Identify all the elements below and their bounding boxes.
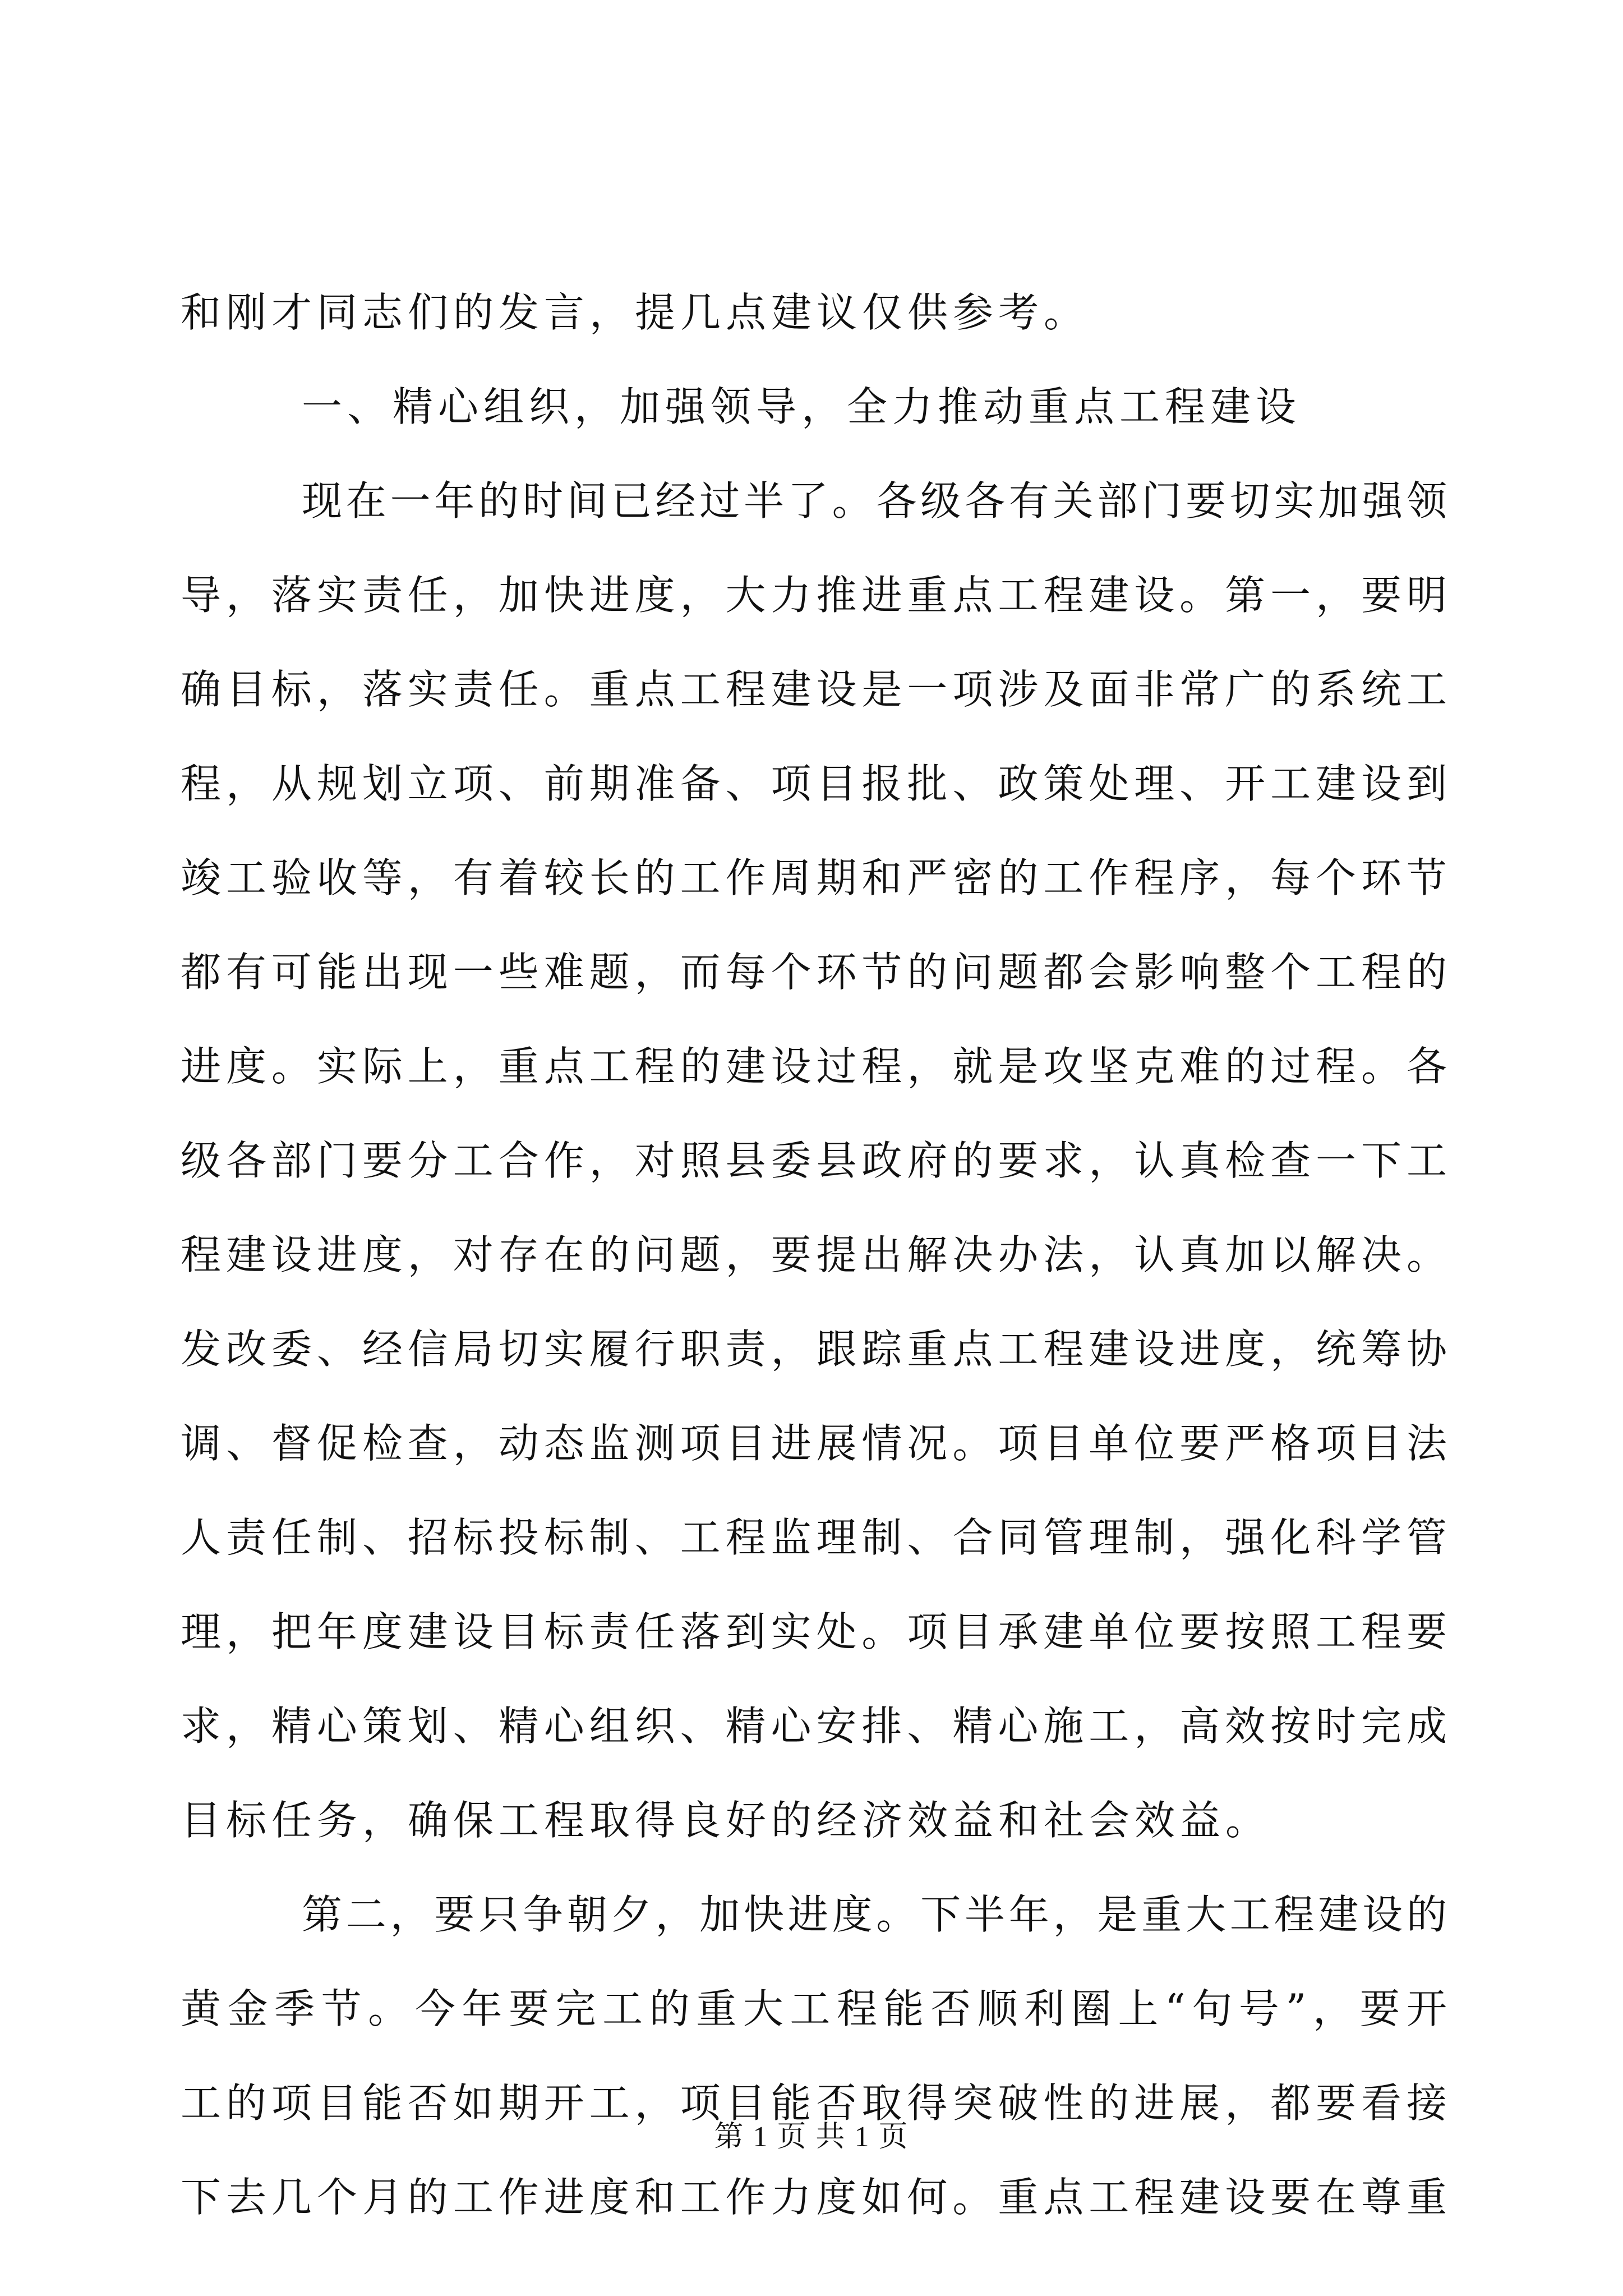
text-line: 程建设进度，对存在的问题，要提出解决办法，认真加以解决。 <box>181 1231 1447 1278</box>
text-line: 和刚才同志们的发言，提几点建议仅供参考。 <box>181 289 1090 336</box>
text-line: 发改委、经信局切实履行职责，跟踪重点工程建设进度，统筹协 <box>181 1326 1447 1373</box>
page-number-footer: 第 1 页 共 1 页 <box>714 2121 909 2153</box>
text-line: 都有可能出现一些难题，而每个环节的问题都会影响整个工程的 <box>181 949 1447 996</box>
document-body <box>181 265 1447 2244</box>
section-heading: 一、精心组织，加强领导，全力推动重点工程建设 <box>302 383 1302 430</box>
text-line: 人责任制、招标投标制、工程监理制、合同管理制，强化科学管 <box>181 1514 1447 1561</box>
text-line: 目标任务，确保工程取得良好的经济效益和社会效益。 <box>181 1797 1271 1844</box>
text-line: 程，从规划立项、前期准备、项目报批、政策处理、开工建设到 <box>181 760 1447 807</box>
text-line: 竣工验收等，有着较长的工作周期和严密的工作程序，每个环节 <box>181 854 1447 901</box>
text-line: 黄金季节。今年要完工的重大工程能否顺利圈上“句号”，要开 <box>181 1985 1447 2032</box>
text-line: 级各部门要分工合作，对照县委县政府的要求，认真检查一下工 <box>181 1137 1447 1184</box>
text-line: 理，把年度建设目标责任落到实处。项目承建单位要按照工程要 <box>181 1608 1447 1655</box>
text-line: 进度。实际上，重点工程的建设过程，就是攻坚克难的过程。各 <box>181 1043 1447 1090</box>
text-line: 现在一年的时间已经过半了。各级各有关部门要切实加强领 <box>302 477 1447 524</box>
text-line: 第二，要只争朝夕，加快进度。下半年，是重大工程建设的 <box>302 1891 1447 1938</box>
text-line: 下去几个月的工作进度和工作力度如何。重点工程建设要在尊重 <box>181 2174 1447 2221</box>
text-line: 求，精心策划、精心组织、精心安排、精心施工，高效按时完成 <box>181 1703 1447 1750</box>
text-line: 工的项目能否如期开工，项目能否取得突破性的进展，都要看接 <box>181 2079 1447 2127</box>
text-line: 导，落实责任，加快进度，大力推进重点工程建设。第一，要明 <box>181 572 1447 619</box>
text-line: 调、督促检查，动态监测项目进展情况。项目单位要严格项目法 <box>181 1420 1447 1467</box>
text-line: 确目标，落实责任。重点工程建设是一项涉及面非常广的系统工 <box>181 666 1447 713</box>
